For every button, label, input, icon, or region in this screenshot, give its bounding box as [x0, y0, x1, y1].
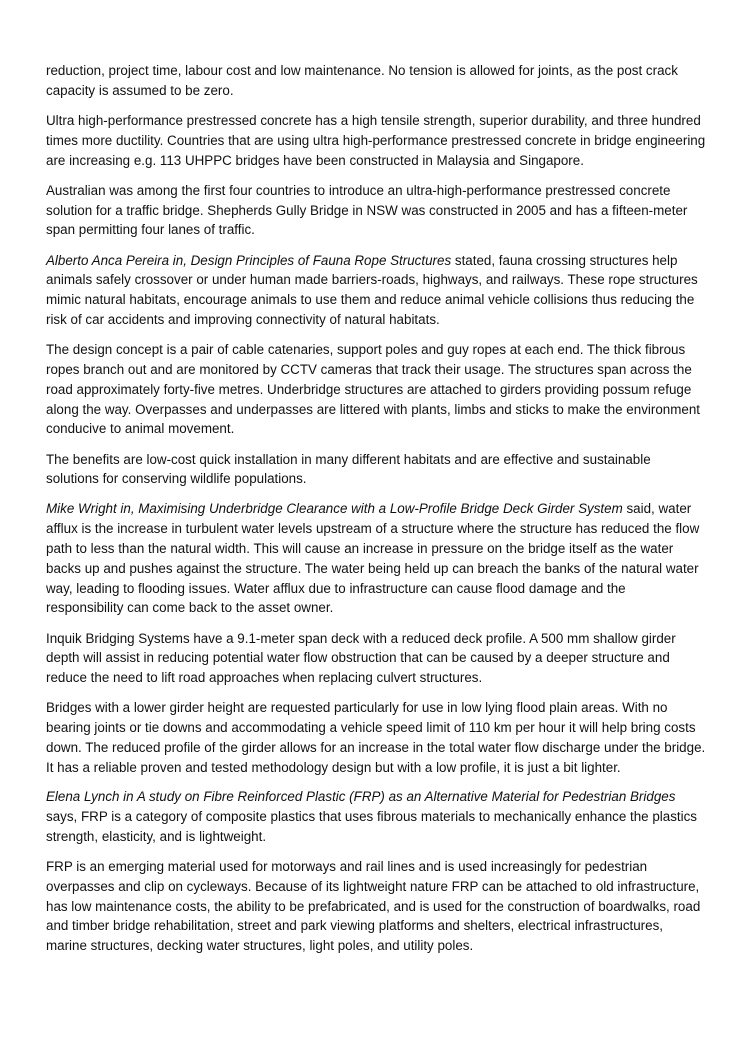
document-page [46, 61, 706, 966]
citation-italic: Elena Lynch in A study on Fibre Reinforced Plastic (FRP) as an Alternative Material for Pedestrian Bridges [46, 789, 676, 805]
paragraph-inquik-bridging [46, 629, 706, 688]
paragraph-text: said, water afflux is the increase in turbulent water levels upstream of a structure where the structure has reduced the flow path to less than the natural width. This will cause an increase in pressure on the bridge itself as the water backs up and pushes against the structure. The water being held up can breach the banks of the natural water way, leading to flooding issues. Water afflux due to infrastructure can cause flood damage and the responsibility can come back to the asset owner. [46, 501, 700, 616]
paragraph-fauna-rope-structures [46, 251, 706, 330]
paragraph-frp-uses [46, 857, 706, 956]
paragraph-text: Australian was among the first four countries to introduce an ultra-high-performance prestressed concrete solution for a traffic bridge. Shepherds Gully Bridge in NSW was constructed in 2005 and has a fifteen-meter span permitting four lanes of traffic. [46, 182, 688, 238]
paragraph-joint-tension [46, 61, 706, 101]
paragraph-design-concept [46, 340, 706, 439]
paragraph-text: FRP is an emerging material used for motorways and rail lines and is used increasingly for pedestrian overpasses and clip on cycleways. Because of its lightweight nature FRP can be attached to old infrastructure, has low maintenance costs, the ability to be prefabricated, and is used for the construction of boardwalks, road and timber bridge rehabilitation, street and park viewing platforms and shelters, electrical infrastructures, marine structures, decking water structures, light poles, and utility poles. [46, 858, 701, 954]
paragraph-benefits [46, 450, 706, 490]
citation-italic: Mike Wright in, Maximising Underbridge Clearance with a Low-Profile Bridge Deck Girder System [46, 501, 623, 517]
paragraph-text: stated, fauna crossing structures help animals safely crossover or under human made barriers-roads, highways, and railways. These rope structures mimic natural habitats, encourage animals to use them and reduce animal vehicle collisions thus reducing the risk of car accidents and improving connectivity of natural habitats. [46, 252, 698, 327]
paragraph-text: Inquik Bridging Systems have a 9.1-meter span deck with a reduced deck profile. A 500 mm shallow girder depth will assist in reducing potential water flow obstruction that can be caused by a deeper structure and reduce the need to lift road approaches when replacing culvert structures. [46, 630, 676, 686]
paragraph-text: The benefits are low-cost quick installation in many different habitats and are effective and sustainable solutions for conserving wildlife populations. [46, 451, 651, 487]
paragraph-lower-girder [46, 698, 706, 777]
paragraph-water-afflux [46, 499, 706, 618]
paragraph-text: Bridges with a lower girder height are requested particularly for use in low lying flood plain areas. With no bearing joints or tie downs and accommodating a vehicle speed limit of 110 km per hour it will help bring costs down. The reduced profile of the girder allows for an increase in the total water flow discharge under the bridge. It has a reliable proven and tested methodology design but with a low profile, it is just a bit lighter. [46, 700, 706, 775]
paragraph-text: The design concept is a pair of cable catenaries, support poles and guy ropes at each end. The thick fibrous ropes branch out and are monitored by CCTV cameras that track their usage. The structures span across the road approximately forty-five metres. Underbridge structures are attached to girders providing possum refuge along the way. Overpasses and underpasses are littered with plants, limbs and sticks to make the environment conducive to animal movement. [46, 342, 700, 437]
paragraph-frp-study [46, 787, 706, 846]
paragraph-text: says, FRP is a category of composite plastics that uses fibrous materials to mechanically enhance the plastics strength, elasticity, and is lightweight. [46, 808, 697, 844]
paragraph-text: Ultra high-performance prestressed concrete has a high tensile strength, superior durability, and three hundred times more ductility. Countries that are using ultra high-performance prestressed concrete in bridge engineering are increasing e.g. 113 UHPPC bridges have been constructed in Malaysia and Singapore. [46, 112, 706, 168]
paragraph-text: reduction, project time, labour cost and low maintenance. No tension is allowed for joints, as the post crack capacity is assumed to be zero. [46, 63, 678, 98]
citation-italic: Alberto Anca Pereira in, Design Principles of Fauna Rope Structures [46, 252, 452, 268]
paragraph-shepherds-gully-bridge [46, 181, 706, 240]
paragraph-uhppc-properties [46, 111, 706, 170]
